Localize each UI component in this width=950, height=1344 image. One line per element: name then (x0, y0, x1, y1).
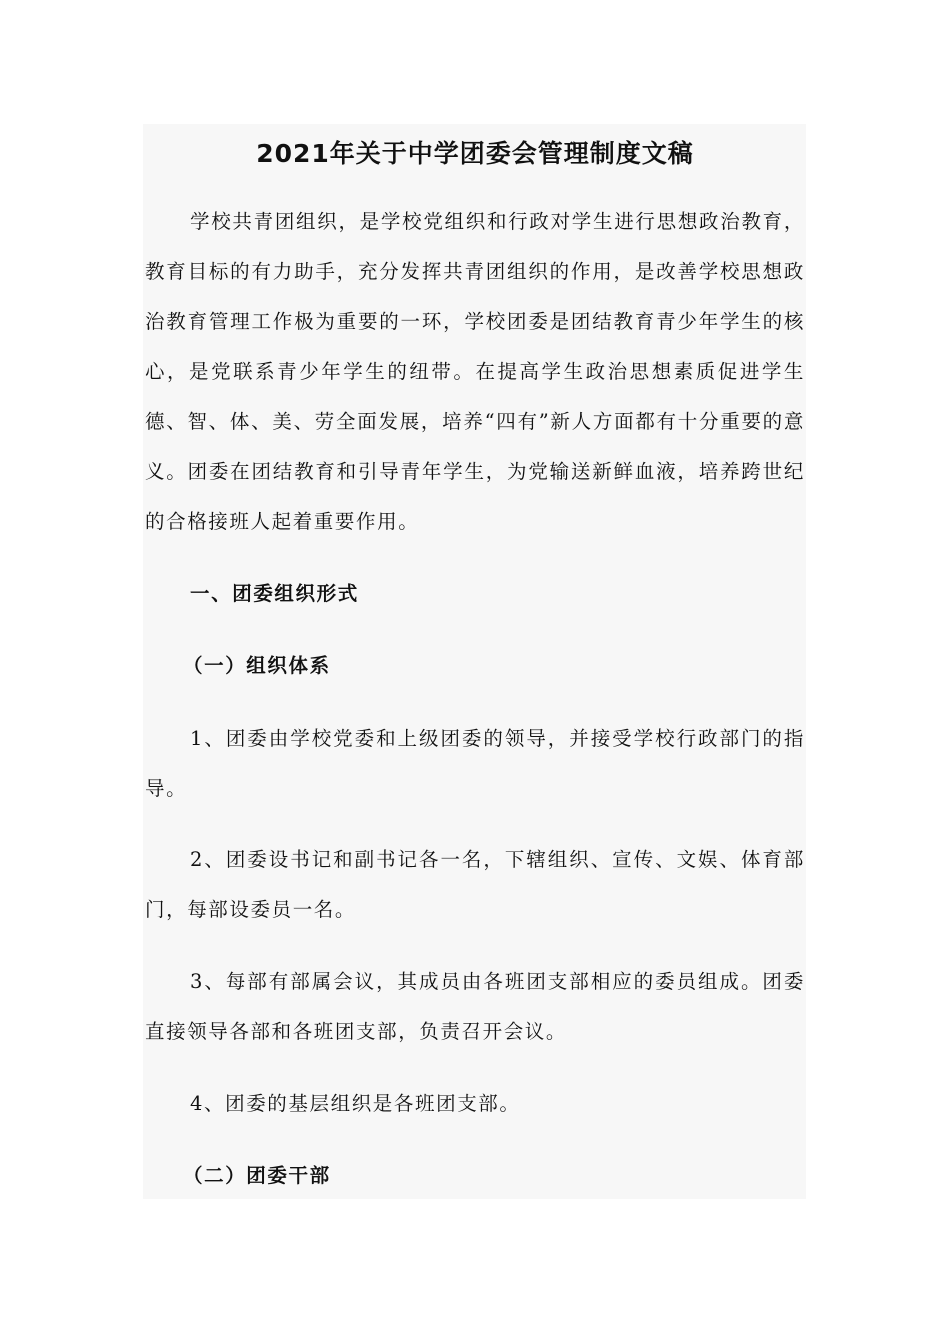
document-title: 2021年关于中学团委会管理制度文稿 (256, 139, 694, 168)
list-item: 2、团委设书记和副书记各一名，下辖组织、宣传、文娱、体育部门，每部设委员一名。 (145, 848, 805, 921)
list-item: 1、团委由学校党委和上级团委的领导，并接受学校行政部门的指导。 (145, 727, 805, 800)
list-item: 4、团委的基层组织是各班团支部。 (190, 1092, 521, 1115)
list-item: 3、每部有部属会议，其成员由各班团支部相应的委员组成。团委直接领导各部和各班团支部，负责召开会议。 (145, 970, 805, 1043)
intro-paragraph: 学校共青团组织，是学校党组织和行政对学生进行思想政治教育，教育目标的有力助手，充分发挥共青团组织的作用，是改善学校思想政治教育管理工作极为重要的一环，学校团委是团结教育青少年学生的核心，是党联系青少年学生的纽带。在提高学生政治思想素质促进学生德、智、体、美、劳全面发展，培养“四有”新人方面都有十分重要的意义。团委在团结教育和引导青年学生，为党输送新鲜血液，培养跨世纪的合格接班人起着重要作用。 (145, 210, 805, 533)
subsection-heading-organization-system: （一）组织体系 (183, 654, 331, 677)
subsection-heading-league-cadres: （二）团委干部 (183, 1164, 331, 1187)
section-heading-organization-form: 一、团委组织形式 (190, 582, 359, 605)
